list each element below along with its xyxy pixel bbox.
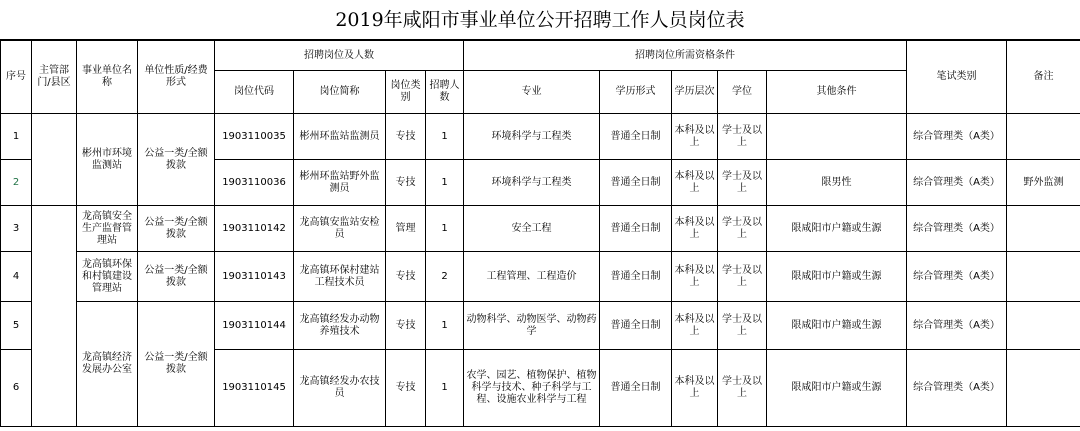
table-row (1, 206, 1080, 252)
unit-nature-cell[interactable]: 公益一类/全额拨款 (138, 302, 215, 427)
unit-nature-cell[interactable]: 公益一类/全额拨款 (138, 252, 215, 302)
other-cell[interactable]: 限咸阳市户籍或生源 (767, 252, 907, 302)
header-ptype: 岗位类别 (386, 71, 426, 114)
ptype-cell[interactable]: 管理 (386, 206, 426, 252)
table-row (1, 302, 1080, 350)
short-cell[interactable]: 龙高镇经发办动物养殖技术 (294, 302, 386, 350)
major-cell[interactable]: 环境科学与工程类 (464, 114, 600, 160)
seq-cell[interactable]: 6 (1, 350, 32, 427)
other-cell[interactable] (767, 114, 907, 160)
form-cell[interactable]: 普通全日制 (600, 114, 672, 160)
count-cell[interactable]: 1 (426, 350, 464, 427)
dept-cell[interactable] (32, 114, 77, 206)
table-row (1, 252, 1080, 302)
level-cell[interactable]: 本科及以上 (672, 160, 718, 206)
seq-cell[interactable]: 5 (1, 302, 32, 350)
other-cell[interactable]: 限咸阳市户籍或生源 (767, 350, 907, 427)
header-code: 岗位代码 (215, 71, 294, 114)
code-cell[interactable]: 1903110142 (215, 206, 294, 252)
code-cell[interactable]: 1903110145 (215, 350, 294, 427)
level-cell[interactable]: 本科及以上 (672, 350, 718, 427)
code-cell[interactable]: 1903110035 (215, 114, 294, 160)
ptype-cell[interactable]: 专技 (386, 160, 426, 206)
seq-cell[interactable]: 3 (1, 206, 32, 252)
level-cell[interactable]: 本科及以上 (672, 206, 718, 252)
major-cell[interactable]: 动物科学、动物医学、动物药学 (464, 302, 600, 350)
exam-cell[interactable]: 综合管理类（A类） (907, 350, 1007, 427)
degree-cell[interactable]: 学士及以上 (718, 350, 767, 427)
level-cell[interactable]: 本科及以上 (672, 252, 718, 302)
header-major: 专业 (464, 71, 600, 114)
unit-name-cell[interactable]: 龙高镇安全生产监督管理站 (77, 206, 138, 252)
remark-cell[interactable]: 野外监测 (1007, 160, 1080, 206)
positions-table (0, 40, 1080, 427)
dept-cell[interactable] (32, 206, 77, 427)
header-other: 其他条件 (767, 71, 907, 114)
count-cell[interactable]: 1 (426, 206, 464, 252)
short-cell[interactable]: 龙高镇经发办农技员 (294, 350, 386, 427)
unit-nature-cell[interactable]: 公益一类/全额拨款 (138, 114, 215, 206)
count-cell[interactable]: 1 (426, 114, 464, 160)
other-cell[interactable]: 限咸阳市户籍或生源 (767, 206, 907, 252)
form-cell[interactable]: 普通全日制 (600, 252, 672, 302)
count-cell[interactable]: 2 (426, 252, 464, 302)
count-cell[interactable]: 1 (426, 160, 464, 206)
degree-cell[interactable]: 学士及以上 (718, 302, 767, 350)
short-cell[interactable]: 彬州环监站监测员 (294, 114, 386, 160)
other-cell[interactable]: 限咸阳市户籍或生源 (767, 302, 907, 350)
header-group-req: 招聘岗位所需资格条件 (464, 41, 907, 71)
code-cell[interactable]: 1903110144 (215, 302, 294, 350)
short-cell[interactable]: 龙高镇安监站安检员 (294, 206, 386, 252)
header-level: 学历层次 (672, 71, 718, 114)
remark-cell[interactable] (1007, 302, 1080, 350)
ptype-cell[interactable]: 专技 (386, 302, 426, 350)
exam-cell[interactable]: 综合管理类（A类） (907, 252, 1007, 302)
major-cell[interactable]: 环境科学与工程类 (464, 160, 600, 206)
header-group-post: 招聘岗位及人数 (215, 41, 464, 71)
header-remark: 备注 (1007, 41, 1080, 114)
exam-cell[interactable]: 综合管理类（A类） (907, 302, 1007, 350)
ptype-cell[interactable]: 专技 (386, 114, 426, 160)
short-cell[interactable]: 彬州环监站野外监测员 (294, 160, 386, 206)
table-row (1, 114, 1080, 160)
level-cell[interactable]: 本科及以上 (672, 302, 718, 350)
degree-cell[interactable]: 学士及以上 (718, 114, 767, 160)
unit-name-cell[interactable]: 彬州市环境监测站 (77, 114, 138, 206)
count-cell[interactable]: 1 (426, 302, 464, 350)
unit-name-cell[interactable]: 龙高镇环保和村镇建设管理站 (77, 252, 138, 302)
header-degree: 学位 (718, 71, 767, 114)
seq-cell[interactable]: 1 (1, 114, 32, 160)
unit-nature-cell[interactable]: 公益一类/全额拨款 (138, 206, 215, 252)
exam-cell[interactable]: 综合管理类（A类） (907, 206, 1007, 252)
ptype-cell[interactable]: 专技 (386, 252, 426, 302)
major-cell[interactable]: 工程管理、工程造价 (464, 252, 600, 302)
remark-cell[interactable] (1007, 252, 1080, 302)
degree-cell[interactable]: 学士及以上 (718, 252, 767, 302)
level-cell[interactable]: 本科及以上 (672, 114, 718, 160)
exam-cell[interactable]: 综合管理类（A类） (907, 114, 1007, 160)
form-cell[interactable]: 普通全日制 (600, 206, 672, 252)
degree-cell[interactable]: 学士及以上 (718, 160, 767, 206)
other-cell[interactable]: 限男性 (767, 160, 907, 206)
header-count: 招聘人数 (426, 71, 464, 114)
header-nature: 单位性质/经费形式 (138, 41, 215, 114)
seq-cell[interactable]: 4 (1, 252, 32, 302)
remark-cell[interactable] (1007, 350, 1080, 427)
remark-cell[interactable] (1007, 114, 1080, 160)
header-form: 学历形式 (600, 71, 672, 114)
seq-cell[interactable]: 2 (1, 160, 32, 206)
form-cell[interactable]: 普通全日制 (600, 302, 672, 350)
short-cell[interactable]: 龙高镇环保村建站工程技术员 (294, 252, 386, 302)
degree-cell[interactable]: 学士及以上 (718, 206, 767, 252)
table-title: 2019年咸阳市事业单位公开招聘工作人员岗位表 (0, 0, 1080, 40)
major-cell[interactable]: 农学、园艺、植物保护、植物科学与技术、种子科学与工程、设施农业科学与工程 (464, 350, 600, 427)
remark-cell[interactable] (1007, 206, 1080, 252)
header-short: 岗位简称 (294, 71, 386, 114)
header-unit: 事业单位名称 (77, 41, 138, 114)
form-cell[interactable]: 普通全日制 (600, 160, 672, 206)
exam-cell[interactable]: 综合管理类（A类） (907, 160, 1007, 206)
header-dept: 主管部门/县区 (32, 41, 77, 114)
header-exam: 笔试类别 (907, 41, 1007, 114)
form-cell[interactable]: 普通全日制 (600, 350, 672, 427)
unit-name-cell[interactable]: 龙高镇经济发展办公室 (77, 302, 138, 427)
major-cell[interactable]: 安全工程 (464, 206, 600, 252)
code-cell[interactable]: 1903110036 (215, 160, 294, 206)
code-cell[interactable]: 1903110143 (215, 252, 294, 302)
header-seq: 序号 (1, 41, 32, 114)
ptype-cell[interactable]: 专技 (386, 350, 426, 427)
